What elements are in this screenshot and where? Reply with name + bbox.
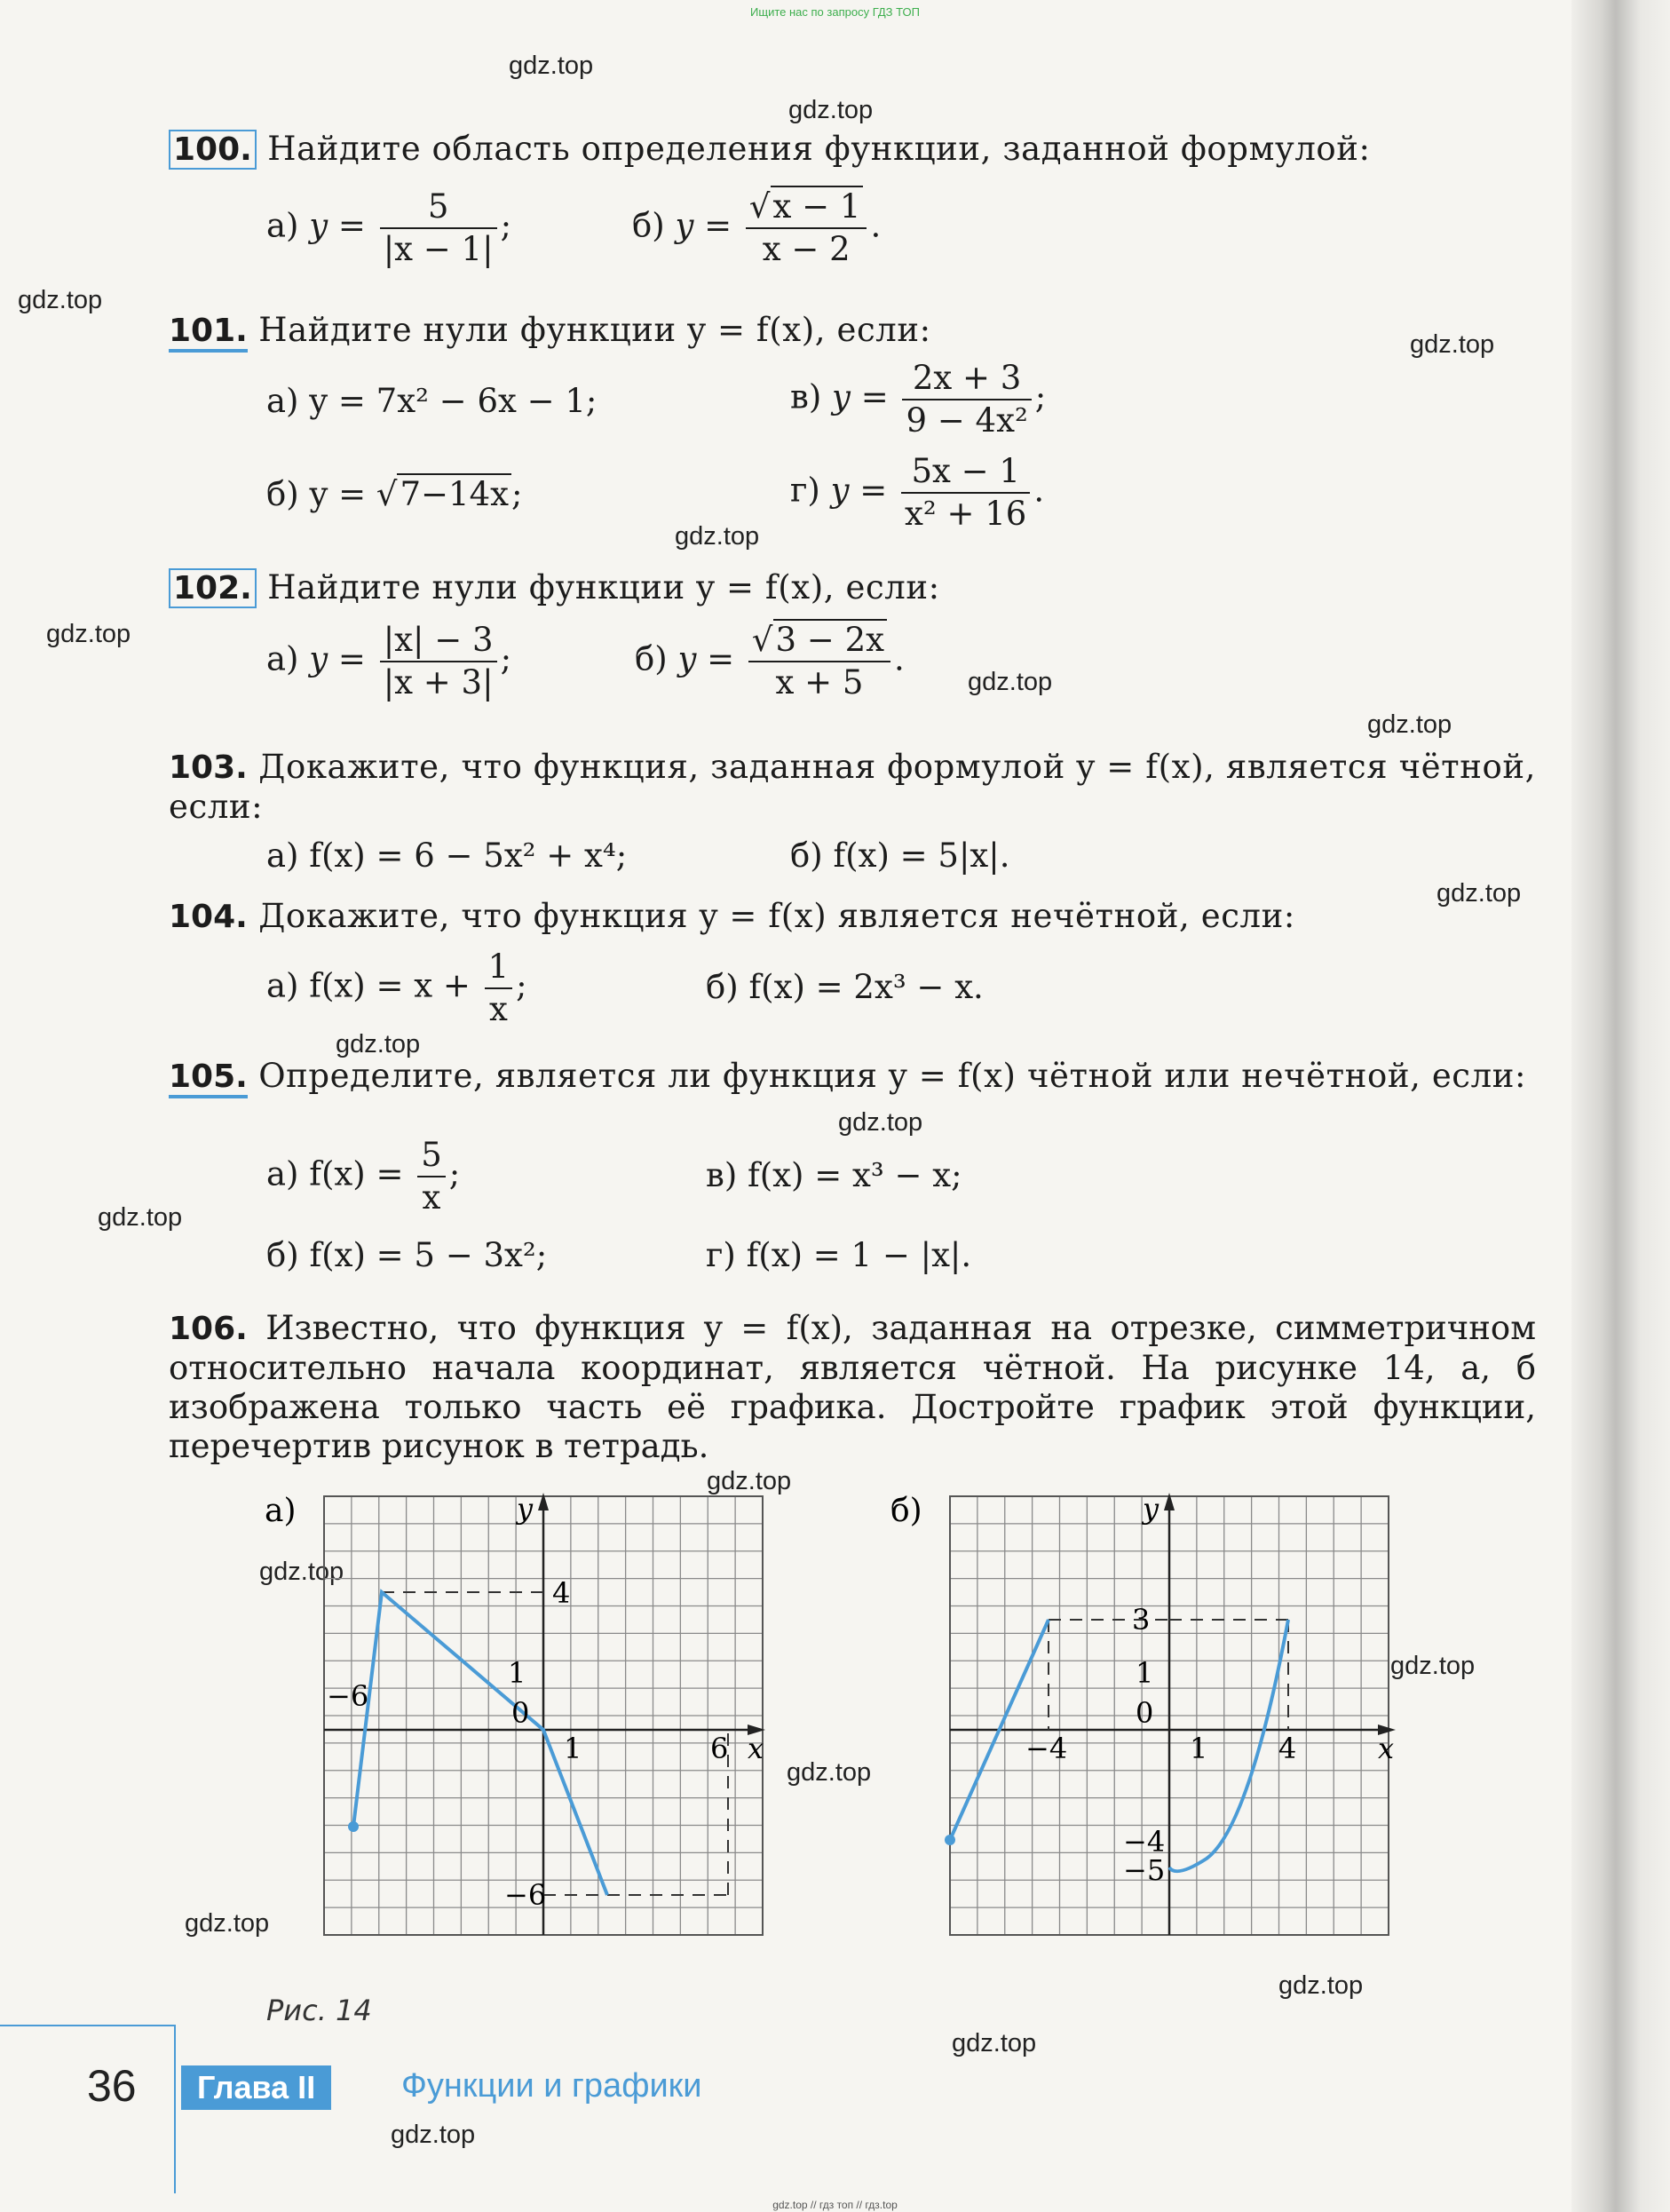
part-label: б) y = [266, 475, 367, 513]
part-label: б) [635, 639, 668, 678]
problem-number: 105. [169, 1058, 248, 1098]
problem-103 [169, 748, 1536, 827]
page-number: 36 [87, 2061, 137, 2111]
problem-104-part-b: б) f(x) = 2x³ − x. [706, 968, 984, 1006]
problem-102-part-b [635, 622, 905, 702]
separator: ; [1034, 377, 1047, 416]
problem-number: 100. [169, 130, 257, 170]
formula-lhs: y = [830, 471, 888, 510]
problem-101-part-a: а) y = 7x² − 6x − 1; [266, 382, 598, 420]
separator: ; [448, 1154, 461, 1193]
numerator: √x − 1 [746, 188, 867, 229]
fraction [902, 360, 1031, 440]
x-axis-label: x [1378, 1732, 1395, 1765]
separator: ; [500, 639, 512, 678]
footer-divider [174, 2025, 176, 2193]
fraction [748, 622, 890, 702]
part-label: б) [632, 206, 665, 245]
watermark: gdz.top [952, 2029, 1037, 2057]
tick-label: 1 [1190, 1732, 1208, 1765]
watermark: gdz.top [336, 1030, 421, 1058]
watermark: gdz.top [838, 1108, 923, 1137]
problem-number: 101. [169, 313, 248, 353]
fraction [901, 453, 1030, 533]
tick-label: 0 [511, 1696, 530, 1730]
watermark: gdz.top [707, 1467, 792, 1495]
graph-label: а) [265, 1493, 297, 1529]
graph-b [883, 1479, 1421, 1958]
watermark: gdz.top [509, 52, 594, 80]
separator: ; [516, 966, 527, 1005]
denominator: x [488, 990, 508, 1028]
tick-label: 1 [508, 1656, 526, 1690]
tick-label: 0 [1136, 1696, 1154, 1730]
problem-text: Докажите, что функция, заданная формулой y = f(x), является чётной, если: [169, 748, 1536, 826]
numerator: 1 [485, 948, 513, 989]
part-label: г) [790, 471, 820, 510]
problem-100-part-b [632, 188, 881, 268]
watermark: gdz.top [787, 1758, 872, 1787]
watermark: gdz.top [98, 1203, 183, 1232]
tick-label: −4 [1123, 1825, 1166, 1859]
endpoint-dot [348, 1821, 359, 1832]
watermark: gdz.top [1410, 330, 1495, 359]
tick-label: −6 [327, 1679, 369, 1713]
denominator: |x − 1| [383, 230, 494, 268]
watermark: gdz.top [788, 96, 874, 124]
problem-101-part-g [790, 453, 1044, 533]
numerator: √3 − 2x [748, 622, 890, 662]
problem-103-part-a: а) f(x) = 6 − 5x² + x⁴; [266, 836, 628, 875]
problem-number: 103. [169, 749, 248, 786]
watermark: gdz.top [391, 2121, 476, 2149]
problem-105-part-v: в) f(x) = x³ − x; [706, 1156, 962, 1194]
problem-105-part-b: б) f(x) = 5 − 3x²; [266, 1236, 548, 1274]
problem-text: Докажите, что функция y = f(x) является нечётной, если: [258, 897, 1295, 935]
tick-label: 4 [1278, 1732, 1297, 1765]
watermark: gdz.top [968, 668, 1053, 696]
watermark: gdz.top [46, 620, 131, 648]
tick-label: −5 [1123, 1853, 1166, 1887]
y-axis-label: y [517, 1492, 534, 1526]
numerator: 5 [417, 1137, 446, 1177]
separator: . [893, 639, 905, 678]
fraction [746, 188, 867, 268]
problem-text: Найдите нули функции y = f(x), если: [258, 311, 931, 349]
watermark: gdz.top [259, 1558, 344, 1586]
problem-101-part-v [790, 360, 1046, 440]
numerator: 5 [380, 188, 497, 229]
problem-number: 104. [169, 899, 248, 935]
radicand: 3 − 2x [773, 619, 887, 659]
tick-label: 3 [1132, 1603, 1151, 1637]
problem-101 [169, 311, 1536, 351]
problem-number: 102. [169, 568, 257, 608]
denominator: 9 − 4x² [906, 401, 1028, 440]
part-label: а) f(x) = [266, 1154, 404, 1193]
y-axis-label: y [1143, 1492, 1160, 1526]
x-axis-label: x [748, 1732, 764, 1765]
footer-divider [0, 2025, 176, 2026]
numerator: |x| − 3 [380, 622, 497, 662]
denominator: x + 5 [775, 663, 864, 702]
problem-100-part-a [266, 188, 511, 268]
watermark: gdz.top [675, 522, 760, 551]
problem-text: Определите, является ли функция y = f(x) чётной или нечётной, если: [258, 1057, 1527, 1095]
tick-label: −6 [504, 1878, 547, 1912]
formula-lhs: y = [832, 377, 889, 416]
tick-label: −4 [1025, 1732, 1068, 1765]
watermark: gdz.top [1278, 1971, 1364, 2000]
figure-caption: Рис. 14 [266, 1994, 372, 2027]
bottom-banner[interactable]: gdz.top // гдз топ // гдз.top [772, 2199, 898, 2211]
denominator: x [422, 1178, 441, 1217]
endpoint-dot [945, 1835, 955, 1845]
part-label: а) f(x) = x + [266, 966, 471, 1005]
formula-lhs: y = [309, 206, 366, 245]
problem-105-part-a [266, 1137, 460, 1217]
separator: . [1033, 471, 1045, 510]
top-banner[interactable]: Ищите нас по запросу ГДЗ ТОП [750, 5, 920, 19]
problem-104 [169, 897, 1536, 937]
problem-100 [169, 130, 1536, 170]
part-label: а) [266, 639, 299, 678]
problem-text: Известно, что функция y = f(x), заданная на отрезке, симметричном относительно начала координат, является чётной. На рисунке 14, а, б изображена только часть её графика. Достройте график этой функции, перечертив рисунок в тетрадь. [169, 1309, 1536, 1465]
numerator: 5x − 1 [901, 453, 1030, 494]
denominator: x² + 16 [905, 495, 1027, 533]
problem-number: 106. [169, 1311, 248, 1347]
watermark: gdz.top [1367, 710, 1452, 739]
separator: . [870, 206, 882, 245]
function-graph-parabola [1169, 1620, 1288, 1871]
fraction [485, 948, 513, 1028]
problem-103-part-b: б) f(x) = 5|x|. [790, 836, 1010, 875]
tick-label: 1 [564, 1732, 582, 1765]
problem-101-part-b: б) y = √7−14x; [266, 475, 523, 513]
radicand: 7−14x [397, 473, 511, 513]
graph-a [257, 1479, 781, 1958]
formula-lhs: y = [309, 639, 366, 678]
tick-label: 1 [1136, 1656, 1154, 1690]
problem-102-part-a [266, 622, 511, 702]
fraction [417, 1137, 446, 1217]
graph-label: б) [890, 1493, 922, 1529]
watermark: gdz.top [1437, 879, 1522, 908]
numerator: 2x + 3 [902, 360, 1031, 400]
problem-105-part-g: г) f(x) = 1 − |x|. [706, 1236, 972, 1274]
problem-text: Найдите область определения функции, заданной формулой: [267, 130, 1371, 168]
radicand: x − 1 [771, 186, 864, 226]
problem-text: Найдите нули функции y = f(x), если: [267, 568, 940, 607]
problem-106 [169, 1309, 1536, 1466]
watermark: gdz.top [18, 286, 103, 314]
tick-label: 6 [710, 1732, 729, 1765]
part-label: в) [790, 377, 822, 416]
denominator: |x + 3| [383, 663, 494, 702]
formula-lhs: y = [675, 206, 732, 245]
chapter-title: Функции и графики [401, 2067, 702, 2105]
page-gutter-shadow [1571, 0, 1670, 2212]
problem-105 [169, 1057, 1536, 1097]
formula-lhs: y = [677, 639, 735, 678]
tick-label: 4 [552, 1576, 571, 1610]
denominator: x − 2 [762, 230, 851, 268]
problem-104-part-a [266, 948, 527, 1028]
watermark: gdz.top [185, 1909, 270, 1938]
separator: ; [500, 206, 512, 245]
problem-102 [169, 568, 1536, 608]
separator: ; [510, 475, 523, 513]
chapter-label: Глава II [181, 2065, 331, 2110]
part-label: а) [266, 206, 299, 245]
fraction [380, 188, 497, 268]
watermark: gdz.top [1390, 1652, 1476, 1680]
fraction [380, 622, 497, 702]
